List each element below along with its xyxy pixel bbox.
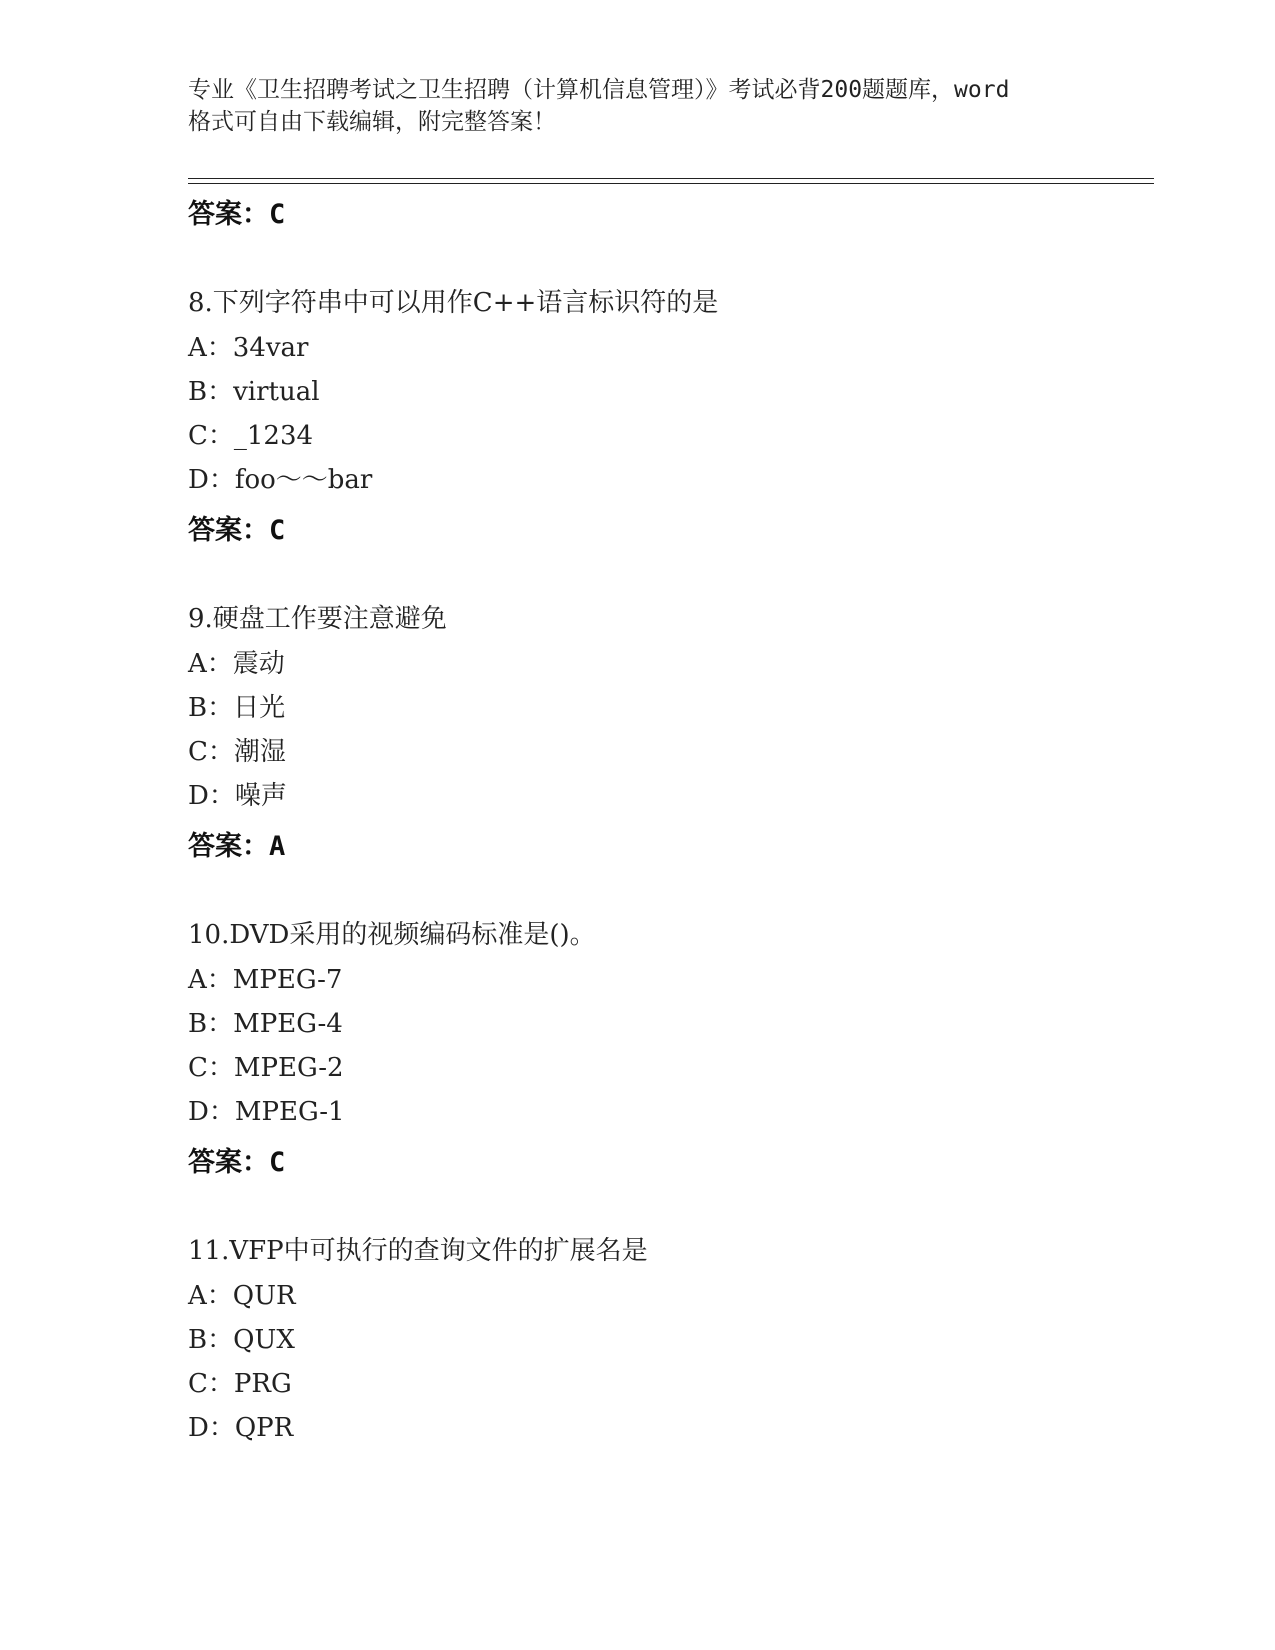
option-c: C：PRG [188,1369,292,1399]
option-b: B：日光 [188,693,286,723]
option-c: C：潮湿 [188,737,286,767]
option-a: A：震动 [188,649,285,679]
question-title: 8.下列字符串中可以用作C++语言标识符的是 [188,288,719,318]
header-divider-bottom [188,183,1154,184]
previous-answer: 答案：C [188,199,286,230]
option-c: C：_1234 [188,421,314,451]
option-a: A：QUR [188,1281,296,1311]
answer: 答案：C [188,515,286,546]
question-title: 10.DVD采用的视频编码标准是()。 [188,920,596,950]
option-c: C：MPEG-2 [188,1053,344,1083]
question-title: 9.硬盘工作要注意避免 [188,604,447,634]
option-a: A：MPEG-7 [188,965,343,995]
option-d: D：foo～～bar [188,465,373,495]
question-title: 11.VFP中可执行的查询文件的扩展名是 [188,1236,648,1266]
answer: 答案：C [188,1147,286,1178]
answer: 答案：A [188,831,286,862]
header-line-1: 专业《卫生招聘考试之卫生招聘（计算机信息管理）》考试必背200题题库，word [188,77,1010,103]
option-d: D：MPEG-1 [188,1097,345,1127]
option-d: D：QPR [188,1413,294,1443]
option-a: A：34var [188,333,309,363]
header-line-2: 格式可自由下载编辑，附完整答案！ [188,109,556,135]
document-header [188,74,1088,138]
option-b: B：QUX [188,1325,295,1355]
option-b: B：MPEG-4 [188,1009,343,1039]
option-b: B：virtual [188,377,320,407]
header-divider-top [188,178,1154,179]
option-d: D：噪声 [188,781,287,811]
